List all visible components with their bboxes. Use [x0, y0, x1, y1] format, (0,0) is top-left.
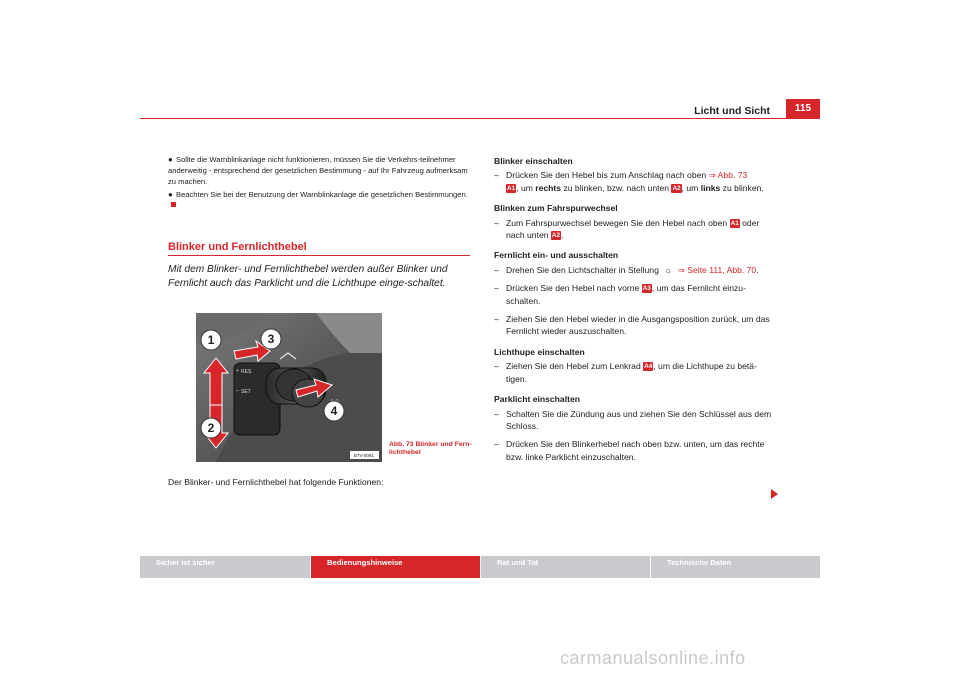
header-rule: [140, 118, 820, 119]
page-number: 115: [786, 99, 820, 118]
heading-high-beam: Fernlicht ein- und ausschalten: [494, 250, 619, 261]
svg-text:1: 1: [207, 333, 215, 347]
bullet-text: Beachten Sie bei der Benutzung der Warnblinkanlage die gesetzlichen Bestimmungen.: [176, 190, 468, 199]
ref-abb73[interactable]: ⇒ Abb. 73: [708, 170, 748, 181]
svg-text:2: 2: [207, 421, 215, 435]
intro-text: Der Blinker- und Fernlichthebel hat folgende Funktionen:: [168, 477, 384, 487]
section-lead: Mit dem Blinker- und Fernlichthebel werden außer Blinker und Fernlicht auch das Parklicht und die Lichthupe einge-schaltet.: [168, 264, 448, 289]
svg-text:–: –: [236, 388, 239, 394]
right-column: [494, 155, 776, 463]
heading-blinker: Blinker einschalten: [494, 156, 573, 166]
callout-2: [201, 418, 221, 438]
warning-bullets: [168, 154, 472, 211]
bullet-item: [168, 154, 472, 187]
badge-a1: A1: [730, 219, 739, 227]
ref-seite111[interactable]: ⇒ Seite 111, Abb. 70: [677, 264, 757, 275]
footer-tab-safety[interactable]: Sicher ist sicher: [140, 556, 310, 578]
bullet-item: [168, 189, 472, 211]
heading-flash: Lichthupe einschalten: [494, 346, 585, 357]
watermark: carmanualsonline.info: [560, 648, 746, 668]
lever-figure: [196, 313, 382, 462]
badge-a3: A3: [642, 285, 651, 293]
next-page-arrow-icon[interactable]: [771, 489, 778, 499]
section-rule: [168, 255, 470, 256]
badge-a4: A4: [644, 363, 653, 371]
figure-caption: Abb. 73 Blinker und Fern-lichthebel: [389, 441, 472, 456]
footer-tab-technical[interactable]: Technische Daten: [651, 556, 820, 578]
footer-tab-operation[interactable]: Bedienungshinweise: [311, 556, 480, 578]
light-switch-icon: ☼: [664, 264, 673, 275]
svg-text:4: 4: [330, 404, 338, 418]
badge-a1: A1: [507, 184, 516, 192]
badge-a2: A2: [672, 184, 681, 192]
callout-3: [261, 329, 281, 349]
step-flash: – Ziehen Sie den Hebel zum Lenkrad A4, um die Lichthupe zu betä-tigen.: [494, 361, 757, 384]
res-label: RES: [241, 369, 252, 375]
section-title: Blinker und Fernlichthebel: [168, 241, 307, 253]
heading-parking-light: Parklicht einschalten: [494, 394, 580, 405]
lever-illustration: [196, 313, 382, 462]
bullet-dot-icon: ●: [168, 155, 173, 164]
bullet-dot-icon: ●: [168, 190, 173, 199]
set-label: SET: [241, 389, 251, 395]
step-parking-2: – Drücken Sie den Blinkerhebel nach oben bzw. unten, um das rechte bzw. linke Parklicht einzuschalten.: [494, 439, 765, 462]
figure-code: B7V-0061: [353, 453, 375, 458]
step-lane-change: – Zum Fahrspurwechsel bewegen Sie den Hebel nach oben A1 oder nach unten A2.: [494, 217, 760, 241]
step-high-beam-2: – Drücken Sie den Hebel nach vorne A3, um das Fernlicht einzu-schalten.: [494, 283, 746, 306]
bullet-text: Sollte die Warnblinkanlage nicht funktionieren, müssen Sie die Verkehrs-teilnehmer anderweitig - entsprechend der gesetzlichen Bestimmung - auf Ihr Fahrzeug aufmerksam zu machen.: [168, 155, 468, 186]
header-title: Licht und Sicht: [694, 105, 770, 117]
step-high-beam-1: – Drehen Sie den Lichtschalter in Stellung ☼ ⇒ Seite 111, Abb. 70.: [494, 264, 759, 275]
svg-text:3: 3: [267, 332, 275, 346]
footer-tab-advice[interactable]: Rat und Tat: [481, 556, 650, 578]
end-marker-icon: [171, 202, 176, 207]
step-parking-1: – Schalten Sie die Zündung aus und ziehen Sie den Schlüssel aus dem Schloss.: [494, 408, 772, 431]
step-high-beam-3: – Ziehen Sie den Hebel wieder in die Ausgangsposition zurück, um das Fernlicht wieder auszuschalten.: [494, 314, 770, 337]
heading-lane-change: Blinken zum Fahrspurwechsel: [494, 203, 618, 214]
step-blinker: – Drücken Sie den Hebel bis zum Anschlag nach oben ⇒ Abb. 73 A1, um rechts zu blinken, bzw. nach unten A2, um links zu blinken.: [494, 170, 764, 193]
callout-4: [324, 401, 344, 421]
svg-text:+: +: [236, 368, 239, 374]
callout-1: [201, 330, 221, 350]
badge-a2: A2: [551, 232, 561, 240]
